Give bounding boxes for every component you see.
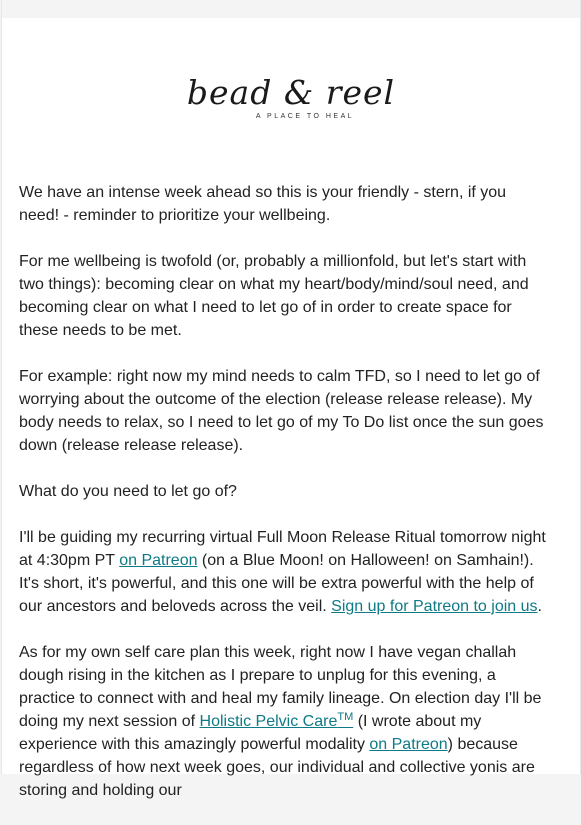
self-care-text-1: As for my own self care plan this week, right now I have vegan challah dough rising in the kitchen as I prepare to unplug for this evening, a practice to connect with and heal my family lineage. On election day I'll be doing my next session of bbox=[19, 644, 542, 730]
patreon-post-link[interactable]: on Patreon bbox=[369, 736, 448, 753]
paragraph-ritual bbox=[19, 526, 547, 618]
ritual-text-1: I'll be guiding my recurring virtual Full Moon Release Ritual tomorrow night at 4:30pm PT bbox=[19, 529, 546, 569]
patreon-signup-link[interactable]: Sign up for Patreon to join us bbox=[331, 598, 538, 615]
patreon-link[interactable]: on Patreon bbox=[119, 552, 198, 569]
email-page bbox=[1, 0, 581, 799]
self-care-text-3: ) because regardless of how next week goes, our individual and collective yonis are storing and holding our bbox=[19, 736, 535, 799]
paragraph-question: What do you need to let go of? bbox=[19, 483, 237, 500]
brand-logo bbox=[2, 18, 580, 146]
top-band bbox=[2, 0, 580, 18]
holistic-pelvic-care-link[interactable] bbox=[200, 713, 354, 730]
ritual-text-3: . bbox=[537, 598, 542, 615]
email-body bbox=[19, 181, 547, 825]
paragraph-example: For example: right now my mind needs to calm TFD, so I need to let go of worrying about the outcome of the election (release release release). My body needs to relax, so I need to let go of my To Do list once the sun goes down (release release release). bbox=[19, 368, 544, 454]
paragraph-intro: We have an intense week ahead so this is your friendly - stern, if you need! - reminder to prioritize your wellbeing. bbox=[19, 184, 507, 224]
paragraph-wellbeing: For me wellbeing is twofold (or, probably a millionfold, but let's start with two things): becoming clear on what my heart/body/mind/soul need, and becoming clear on what I need to let go of in order to create space for these needs to be met. bbox=[19, 253, 529, 339]
ritual-text-2: (on a Blue Moon! on Halloween! on Samhain!). It's short, it's powerful, and this one will be extra powerful with the help of our ancestors and beloveds across the veil. bbox=[19, 552, 534, 615]
logo-wordmark: bead & reel bbox=[186, 73, 396, 112]
logo-tagline: A PLACE TO HEAL bbox=[255, 113, 355, 120]
trademark-mark: TM bbox=[337, 711, 354, 723]
self-care-text-2: (I wrote about my experience with this amazingly powerful modality bbox=[19, 713, 482, 753]
holistic-pelvic-care-label: Holistic Pelvic Care bbox=[199, 713, 338, 730]
paragraph-self-care bbox=[19, 641, 547, 802]
